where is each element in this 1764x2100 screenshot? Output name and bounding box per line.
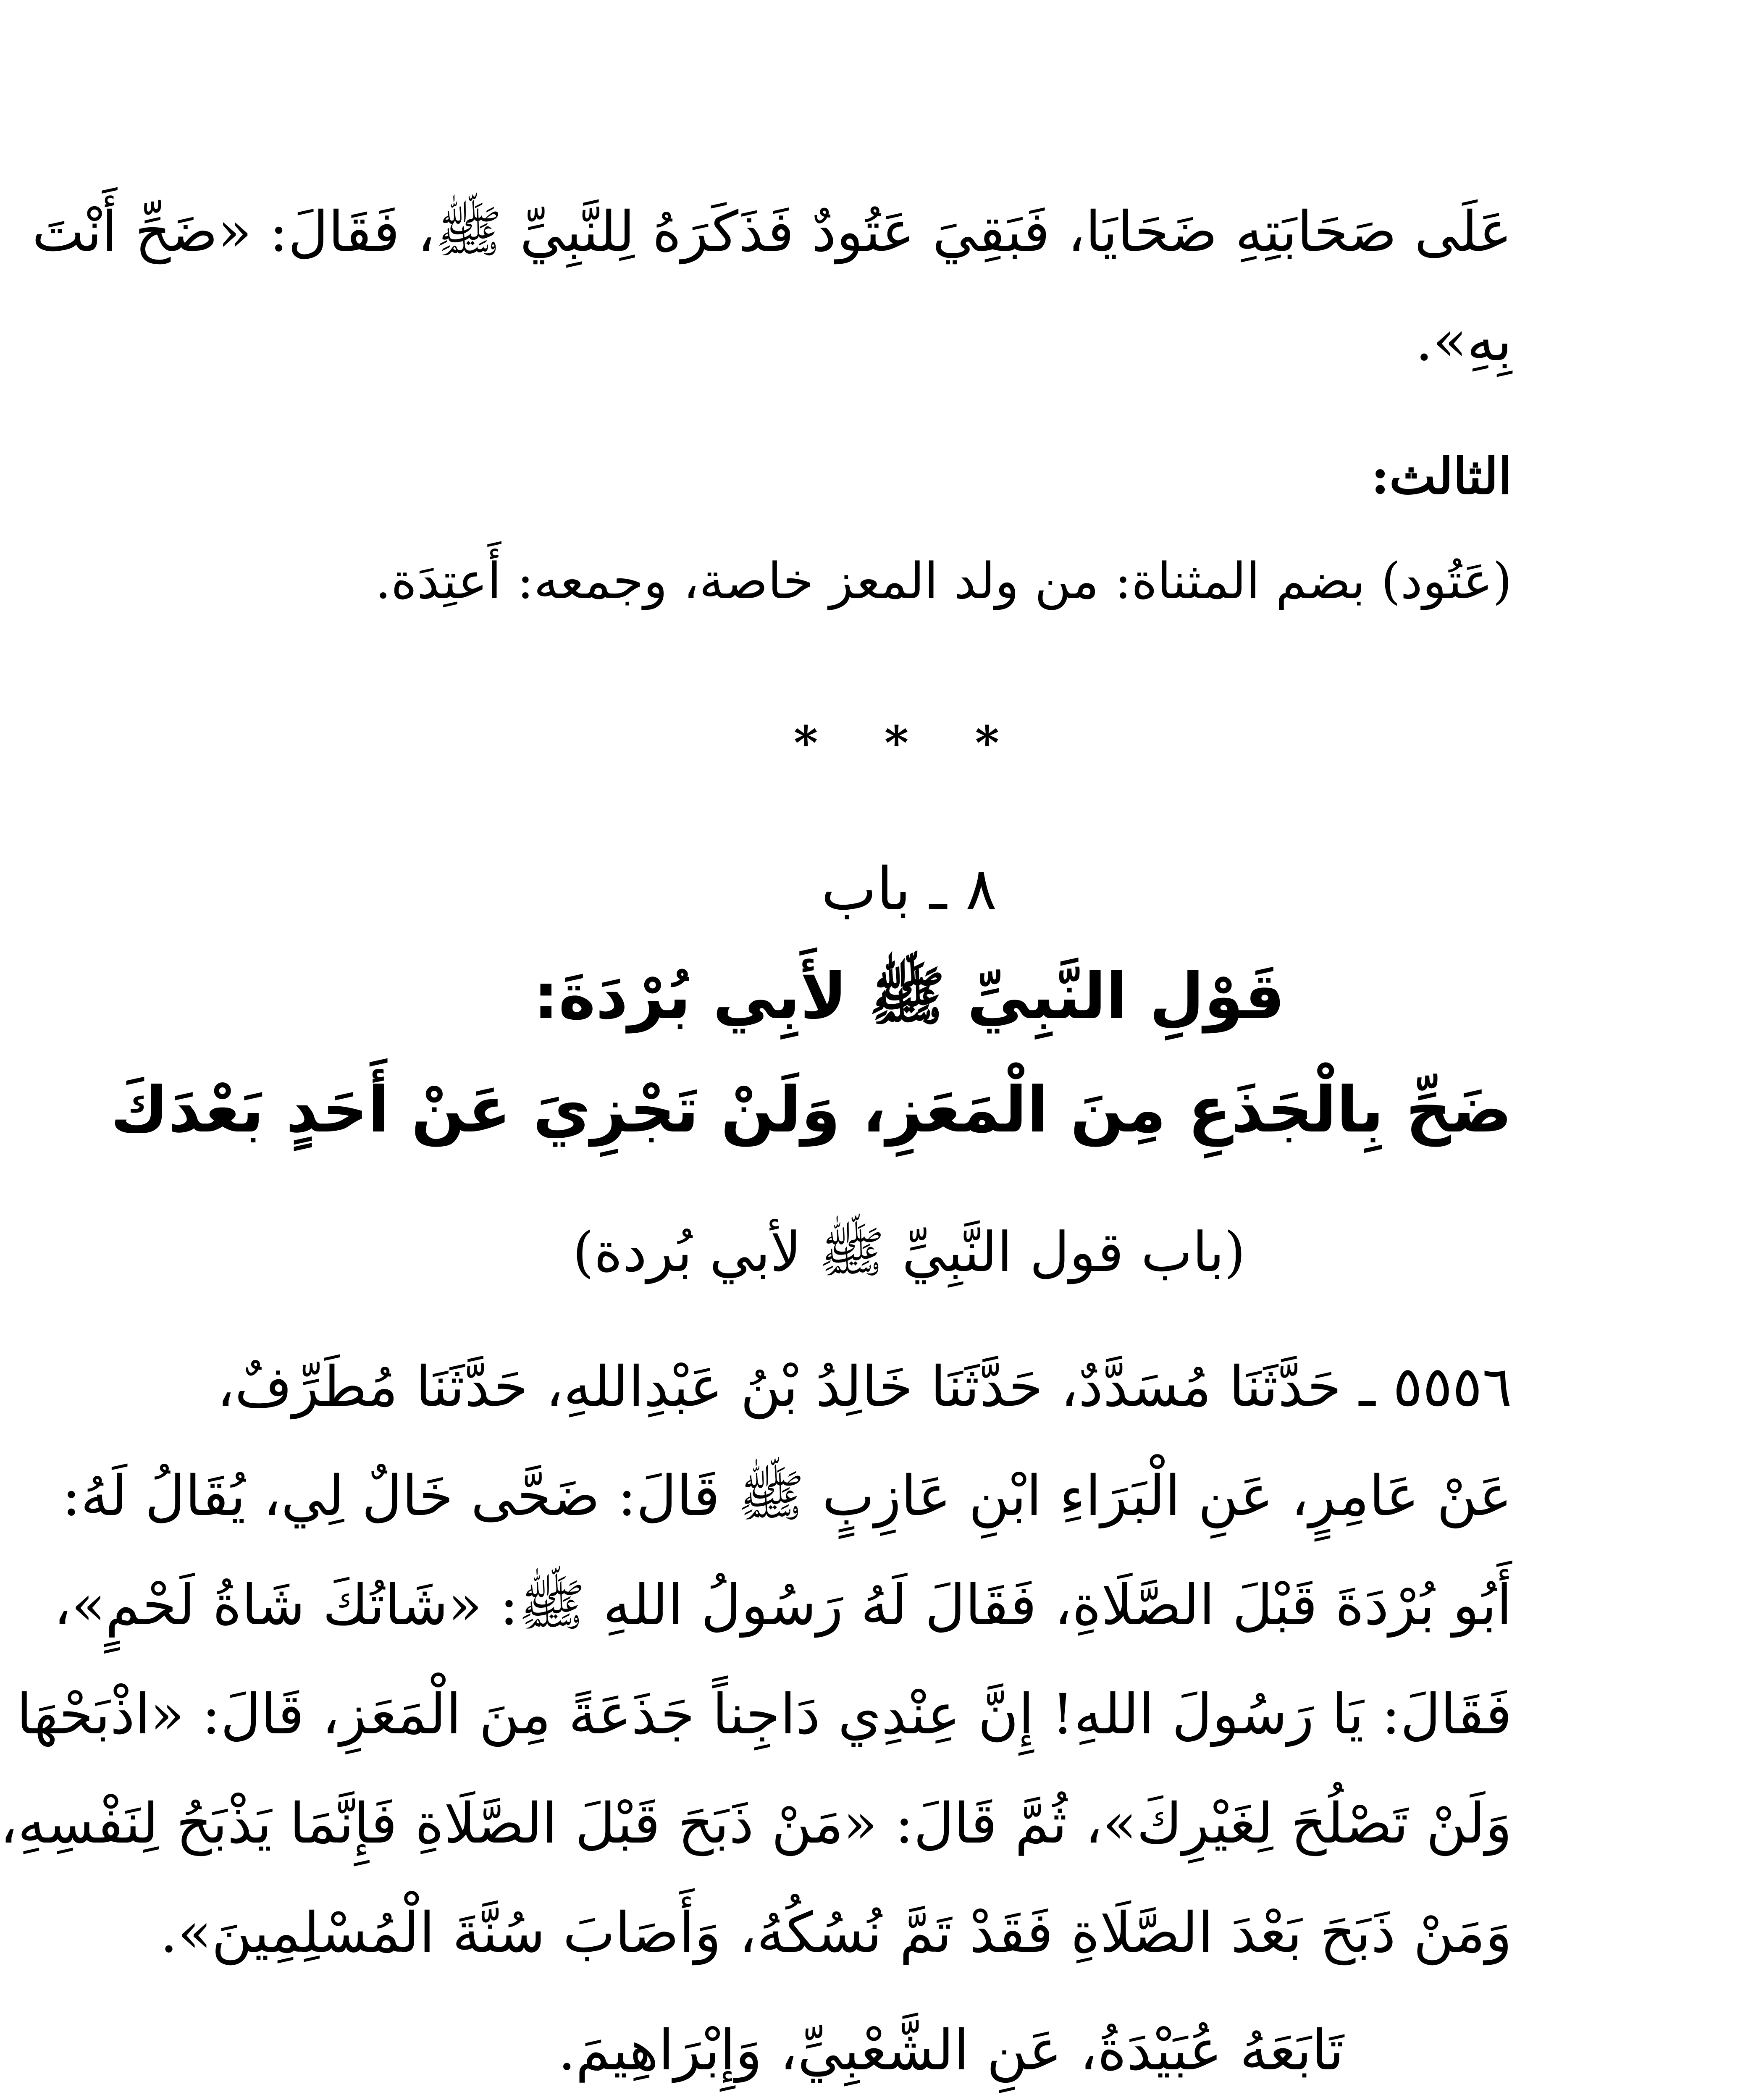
hadith-followup-1: تَابَعَهُ عُبَيْدَةُ، عَنِ الشَّعْبِيِّ، وَإِبْرَاهِيمَ. [558, 2018, 1344, 2083]
chapter-title-line-2: ضَحِّ بِالْجَذَعِ مِنَ الْمَعَزِ، وَلَنْ تَجْزِيَ عَنْ أَحَدٍ بَعْدَكَ [110, 1074, 1512, 1147]
hadith-line-5: وَلَنْ تَصْلُحَ لِغَيْرِكَ»، ثُمَّ قَالَ: «مَنْ ذَبَحَ قَبْلَ الصَّلَاةِ فَإِنَّمَا يَذْبَحُ لِنَفْسِهِ، [0, 1791, 1512, 1856]
hadith-line-6: وَمَنْ ذَبَحَ بَعْدَ الصَّلَاةِ فَقَدْ تَمَّ نُسُكُهُ، وَأَصَابَ سُنَّةَ الْمُسْلِمِينَ». [160, 1900, 1512, 1965]
hadith-line-3: أَبُو بُرْدَةَ قَبْلَ الصَّلَاةِ، فَقَالَ لَهُ رَسُولُ اللهِ ﷺ: «شَاتُكَ شَاةُ لَحْمٍ»، [53, 1573, 1512, 1638]
note-text: (عَتُود) بضم المثناة: من ولد المعز خاصة، وجمعه: أَعتِدَة. [375, 552, 1512, 610]
note-label: الثالث: [1371, 447, 1512, 505]
hadith-line-2: عَنْ عَامِرٍ، عَنِ الْبَرَاءِ ابْنِ عَازِبٍ ﷺ قَالَ: ضَحَّى خَالٌ لِي، يُقَالُ لَهُ: [62, 1464, 1512, 1528]
continuation-line-2: بِهِ». [1415, 309, 1512, 373]
chapter-number: ٨ ـ باب [821, 855, 997, 924]
chapter-title-line-1: قَوْلِ النَّبِيِّ ﷺ لأَبِي بُرْدَةَ: [533, 960, 1285, 1033]
continuation-line-1: عَلَى صَحَابَتِهِ ضَحَايَا، فَبَقِيَ عَتُودٌ فَذَكَرَهُ لِلنَّبِيِّ ﷺ، فَقَالَ: «ضَحِّ أَنْتَ [32, 200, 1512, 264]
chapter-subtitle: (باب قول النَّبِيِّ ﷺ لأبي بُردة) [572, 1220, 1246, 1284]
hadith-line-4: فَقَالَ: يَا رَسُولَ اللهِ! إِنَّ عِنْدِي دَاجِناً جَذَعَةً مِنَ الْمَعَزِ، قَالَ: «اذْبَحْهَا [16, 1682, 1512, 1747]
section-separator: * * * [793, 716, 1025, 770]
hadith-line-1: ٥٥٥٦ ـ حَدَّثَنَا مُسَدَّدٌ، حَدَّثَنَا خَالِدُ بْنُ عَبْدِاللهِ، حَدَّثَنَا مُطَرِّفٌ، [217, 1354, 1512, 1419]
